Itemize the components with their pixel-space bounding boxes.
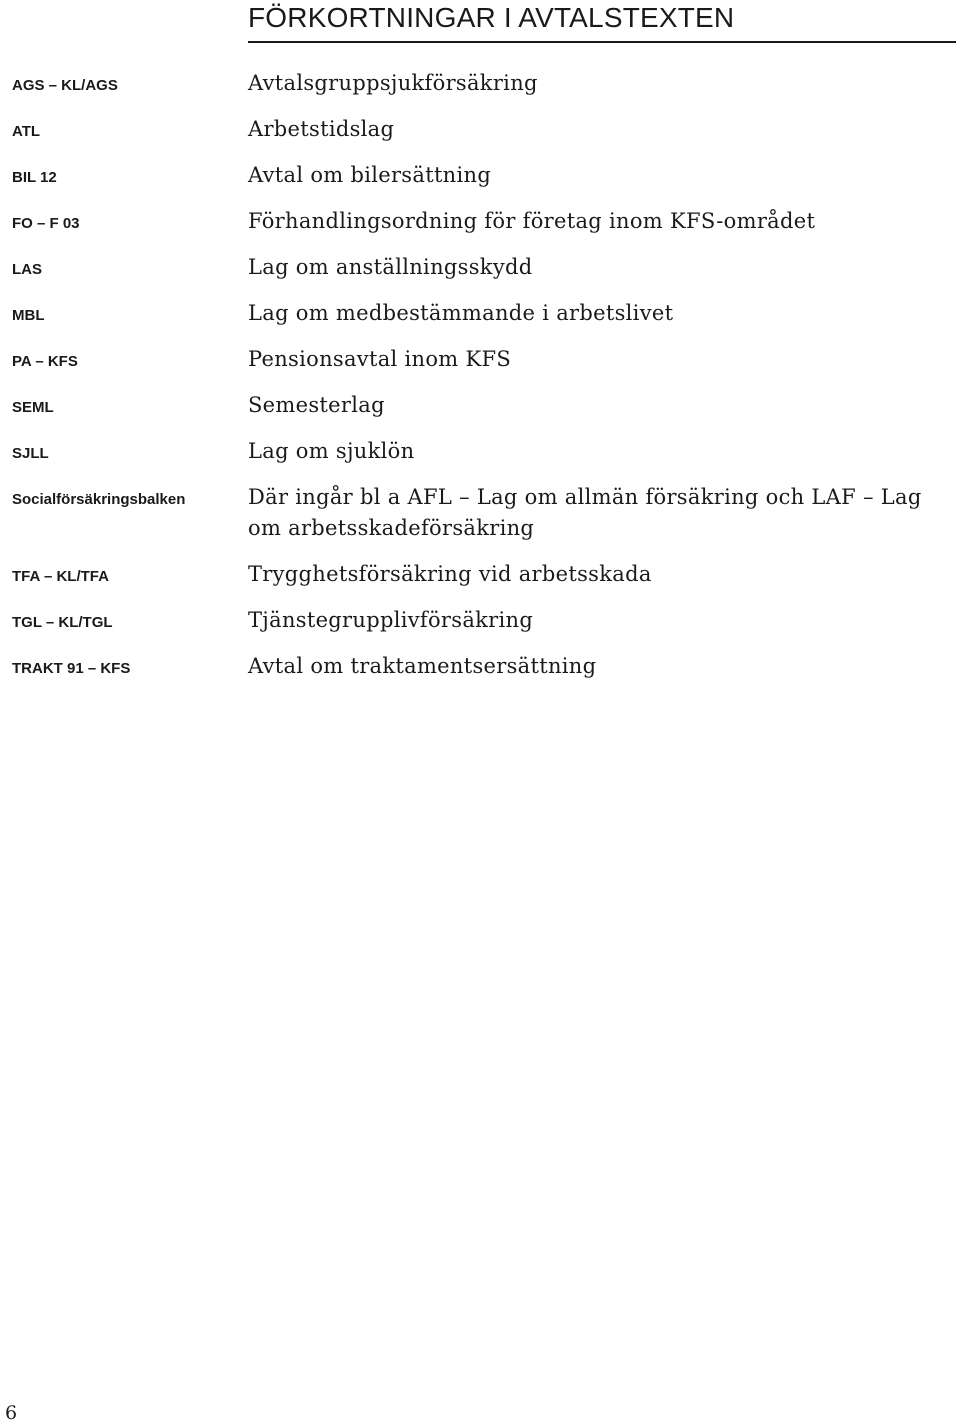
- abbreviation-row-seml: [0, 390, 960, 421]
- abbreviation-row-trakt91: [0, 651, 960, 682]
- abbreviation-row-pa: [0, 344, 960, 375]
- abbreviation-term: Socialförsäkringsbalken: [12, 491, 186, 508]
- abbreviation-description: Trygghetsförsäkring vid arbetsskada: [248, 561, 652, 586]
- abbreviation-row-bil12: [0, 160, 960, 191]
- abbreviation-description: Avtal om bilersättning: [248, 163, 492, 187]
- abbreviation-list: [0, 68, 960, 697]
- page-title: FÖRKORTNINGAR I AVTALSTEXTEN: [248, 2, 735, 33]
- abbreviation-term: MBL: [12, 307, 45, 324]
- abbreviation-row-las: [0, 252, 960, 283]
- abbreviation-row-socialforsakringsbalken: [0, 482, 960, 543]
- abbreviation-term: SJLL: [12, 445, 49, 462]
- abbreviation-description: Semesterlag: [248, 393, 385, 417]
- abbreviation-row-tgl: [0, 605, 960, 636]
- abbreviation-row-ags: [0, 68, 960, 99]
- abbreviation-term: SEML: [12, 399, 54, 416]
- abbreviation-term: TFA – KL/TFA: [12, 567, 109, 585]
- abbreviation-description: Avtalsgruppsjukförsäkring: [248, 71, 538, 95]
- abbreviation-description: Där ingår bl a AFL – Lag om allmän försäkring och LAF – Lag om arbetsskadeförsäkring: [248, 485, 922, 540]
- title-divider: [248, 41, 956, 43]
- page-number: 6: [5, 1402, 18, 1424]
- abbreviation-description: Lag om sjuklön: [248, 439, 415, 463]
- abbreviation-description: Avtal om traktamentsersättning: [248, 653, 597, 678]
- abbreviation-row-fo: [0, 206, 960, 237]
- abbreviation-row-atl: [0, 114, 960, 145]
- abbreviation-description: Lag om medbestämmande i arbetslivet: [248, 301, 674, 325]
- abbreviation-row-tfa: [0, 559, 960, 590]
- abbreviation-term: PA – KFS: [12, 353, 78, 370]
- abbreviation-term: FO – F 03: [12, 215, 80, 232]
- abbreviation-row-mbl: [0, 298, 960, 329]
- abbreviation-term: ATL: [12, 123, 41, 140]
- abbreviation-term: LAS: [12, 261, 42, 278]
- abbreviation-term: AGS – KL/AGS: [12, 77, 118, 94]
- abbreviation-description: Arbetstidslag: [248, 117, 395, 141]
- abbreviation-description: Pensionsavtal inom KFS: [248, 347, 512, 371]
- abbreviation-term: TRAKT 91 – KFS: [12, 659, 131, 677]
- abbreviation-description: Lag om anställningsskydd: [248, 255, 533, 279]
- abbreviation-description: Förhandlingsordning för företag inom KFS-området: [248, 209, 816, 233]
- abbreviation-row-sjll: [0, 436, 960, 467]
- abbreviation-term: TGL – KL/TGL: [12, 613, 113, 631]
- abbreviation-term: BIL 12: [12, 169, 57, 186]
- abbreviation-description: Tjänstegrupplivförsäkring: [248, 607, 534, 632]
